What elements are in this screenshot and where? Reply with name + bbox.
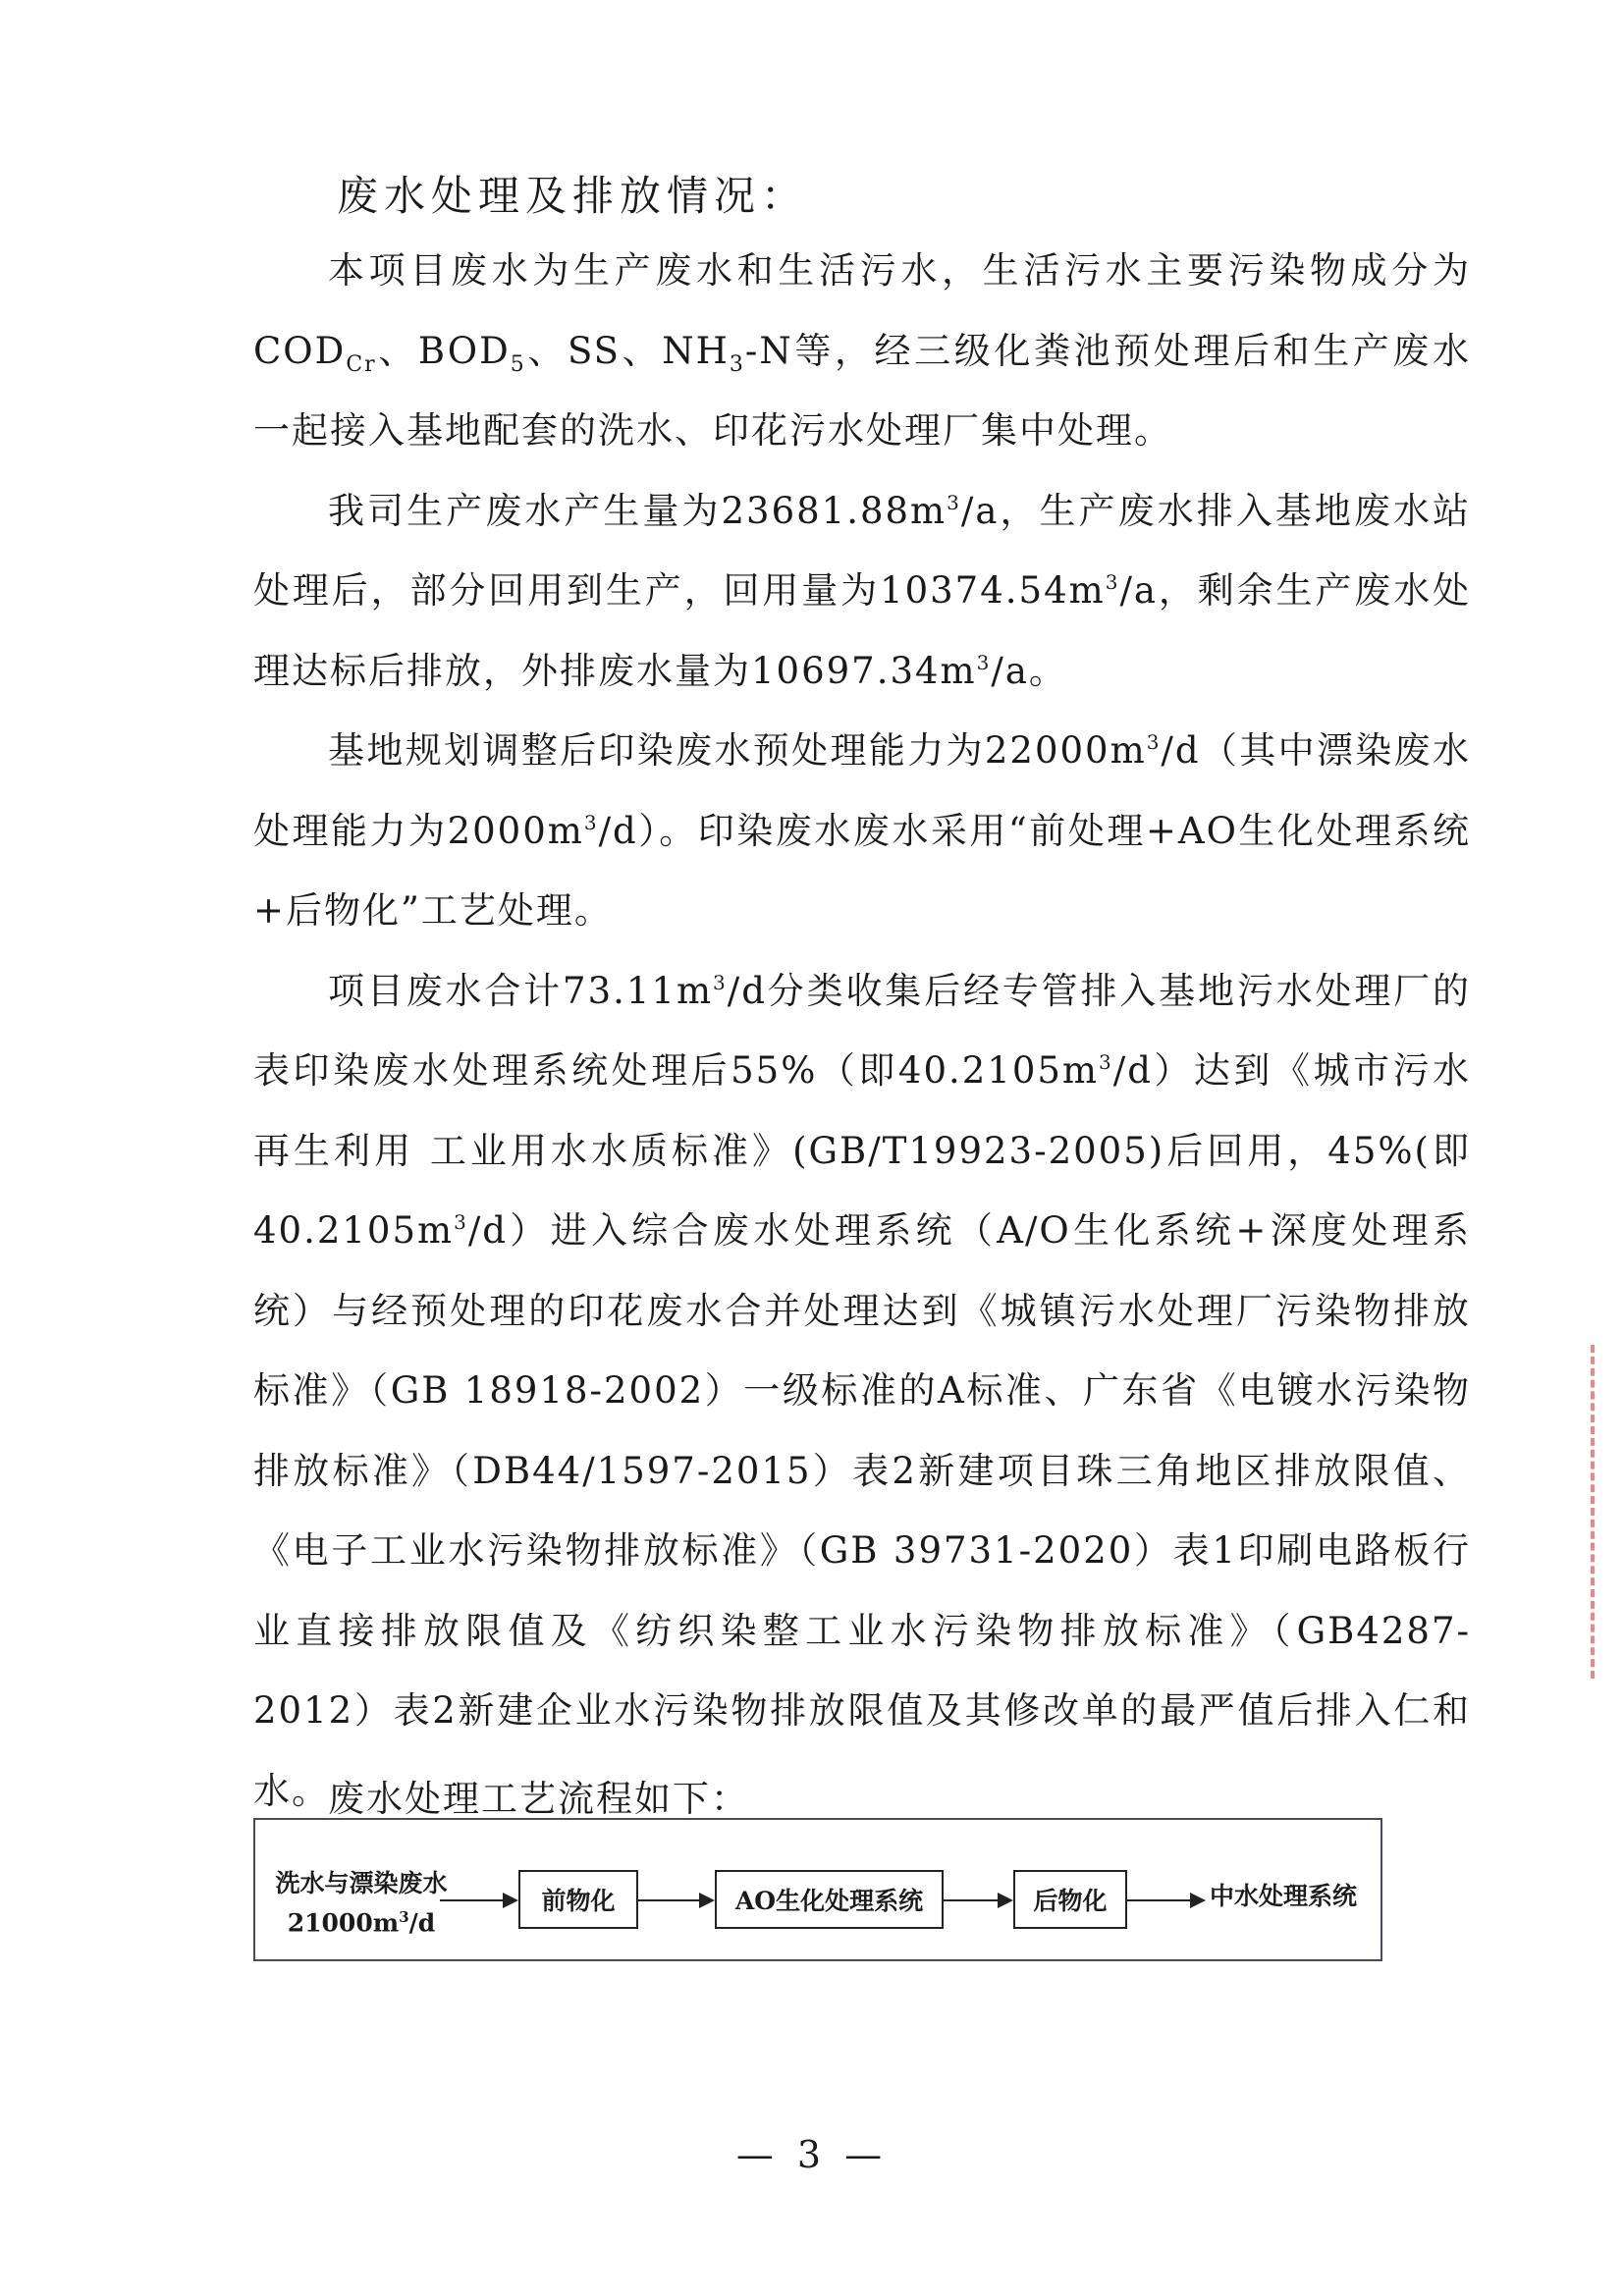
flow-source: 洗水与漂染废水 $21000m^3/d$ [275, 1869, 448, 1938]
flow-arrow-1 [440, 1899, 516, 1901]
flow-step-pre-physicochemical: 前物化 [518, 1870, 638, 1929]
paragraph-production-wastewater: 我司生产废水产生量为$23681.88m^3/a$，生产废水排入基地废水站处理后，部分回用到生产，回用量为$10374.54m^3/a$，剩余生产废水处理达标后排放，外排废水量为$10697.34m^3/a$。 [253, 489, 1471, 692]
seal-edge-mark [1591, 1345, 1616, 1679]
paragraph-domestic-wastewater: 本项目废水为生产废水和生活污水，生活污水主要污染物成分为$COD_{Cr}$、$BOD_5$、SS、$NH_3-N$等，经三级化粪池预处理后和生产废水一起接入基地配套的洗水、印花污水处理厂集中处理。 [253, 249, 1472, 452]
flow-end-reclaimed-water: 中水处理系统 [1210, 1882, 1358, 1910]
paragraph-base-capacity: 基地规划调整后印染废水预处理能力为$22000m^3/d$（其中漂染废水处理能力为$2000m^3/d$）。印染废水废水采用“前处理+AO生化处理系统+后物化”工艺处理。 [253, 729, 1471, 932]
flow-step-post-physicochemical: 后物化 [1013, 1870, 1127, 1929]
body-text [253, 231, 1471, 1831]
flow-arrow-4 [1127, 1899, 1204, 1901]
paragraph-discharge-standards: 项目废水合计$73.11m^3/d$分类收集后经专管排入基地污水处理厂的表印染废水处理系统处理后55%（即$40.2105m^3/d$）达到《城市污水再生利用 工业用水水质标准》(GB/T19923-2005)后回用，45%(即$40.2105m^3/d$）进入综合废水处理系统（A/O生化系统+深度处理系统）与经预处理的印花废水合并处理达到《城镇污水处理厂污染物排放标准》（GB 18918-2002）一级标准的A标准、广东省《电镀水污染物排放标准》（DB44/1597-2015）表2新建项目珠三角地区排放限值、《电子工业水污染物排放标准》（GB 39731-2020）表1印刷电路板行业直接排放限值及《纺织染整工业水污染物排放标准》（GB4287-2012）表2新建企业水污染物排放限值及其修改单的最严值后排入仁和水。 [253, 969, 1472, 1812]
flow-step-ao-biochemical: AO生化处理系统 [715, 1870, 944, 1929]
flow-arrow-2 [638, 1899, 713, 1901]
flow-arrow-3 [944, 1899, 1011, 1901]
flow-intro: 废水处理工艺流程如下： [328, 1778, 749, 1820]
page-number: — 3 — [735, 2133, 889, 2176]
section-heading: 废水处理及排放情况： [337, 172, 809, 220]
